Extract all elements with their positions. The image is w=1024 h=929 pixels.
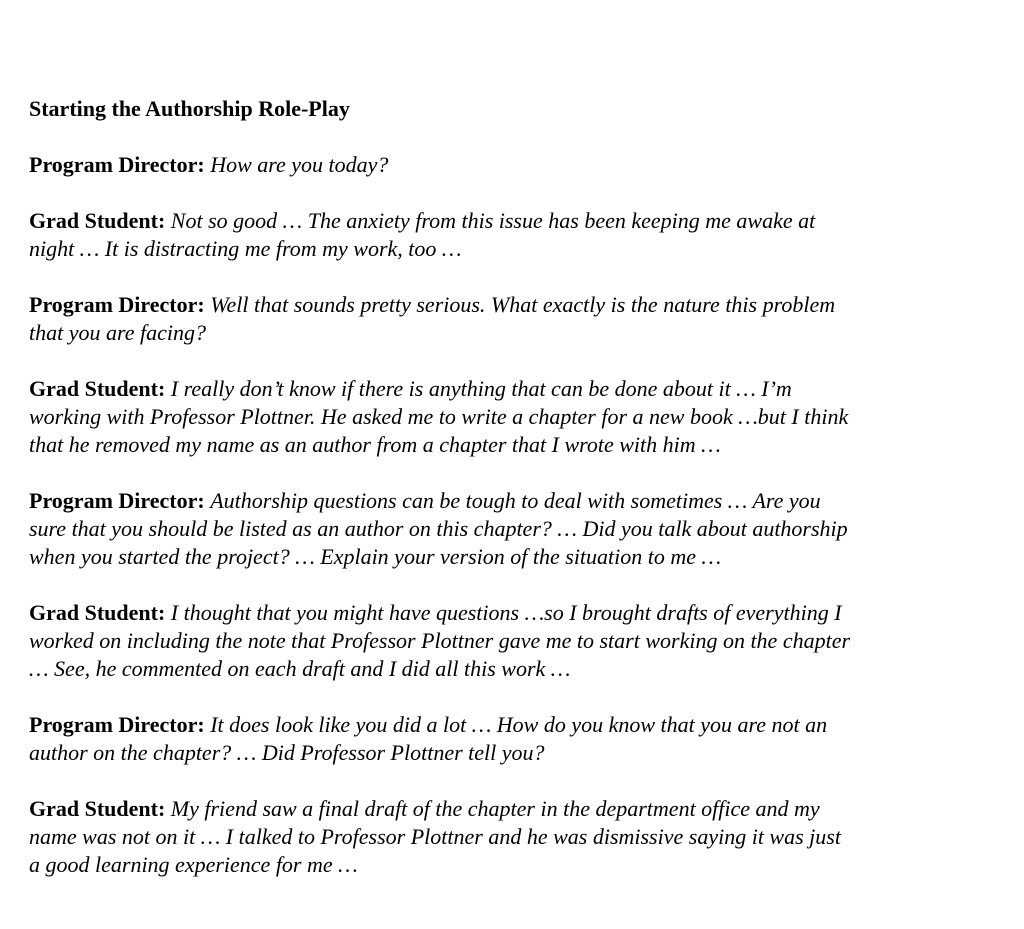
speaker-label: Grad Student:	[29, 376, 166, 401]
document-title: Starting the Authorship Role-Play	[29, 96, 350, 121]
speech-line: when you started the project? … Explain your version of the situation to me …	[29, 544, 722, 569]
document-page	[29, 95, 989, 907]
speech-line: working with Professor Plottner. He asked me to write a chapter for a new book …but I think	[29, 404, 849, 429]
speaker-label: Grad Student:	[29, 208, 166, 233]
speech-line: sure that you should be listed as an author on this chapter? … Did you talk about authorship	[29, 516, 848, 541]
speaker-label: Program Director:	[29, 292, 205, 317]
speech-line: My friend saw a final draft of the chapter in the department office and my	[170, 796, 820, 821]
speech-line: that he removed my name as an author from a chapter that I wrote with him …	[29, 432, 721, 457]
speaker-label: Grad Student:	[29, 600, 166, 625]
speaker-label: Program Director:	[29, 712, 205, 737]
dialogue-turn	[29, 599, 989, 683]
dialogue-turn	[29, 795, 989, 879]
speech-line: a good learning experience for me …	[29, 852, 358, 877]
dialogue-turn	[29, 375, 989, 459]
dialogue-turn	[29, 291, 989, 347]
speaker-label: Program Director:	[29, 488, 205, 513]
speech-line: I really don’t know if there is anything that can be done about it … I’m	[170, 376, 792, 401]
dialogue-turn	[29, 711, 989, 767]
dialogue-turn	[29, 487, 989, 571]
speech-line: Authorship questions can be tough to deal with sometimes … Are you	[210, 488, 821, 513]
speech-line: Not so good … The anxiety from this issue has been keeping me awake at	[170, 208, 816, 233]
speech-line: night … It is distracting me from my work, too …	[29, 236, 462, 261]
speech-line: author on the chapter? … Did Professor Plottner tell you?	[29, 740, 545, 765]
dialogue-turn	[29, 207, 989, 263]
speech-line: It does look like you did a lot … How do you know that you are not an	[210, 712, 828, 737]
speech-line: worked on including the note that Professor Plottner gave me to start working on the chapter	[29, 628, 851, 653]
speech-line: that you are facing?	[29, 320, 206, 345]
speech-line: Well that sounds pretty serious. What exactly is the nature this problem	[210, 292, 836, 317]
speech-line: How are you today?	[210, 152, 389, 177]
speaker-label: Grad Student:	[29, 796, 166, 821]
speech-line: name was not on it … I talked to Professor Plottner and he was dismissive saying it was just	[29, 824, 841, 849]
speech-line: … See, he commented on each draft and I did all this work …	[29, 656, 571, 681]
speaker-label: Program Director:	[29, 152, 205, 177]
dialogue-turn	[29, 151, 989, 179]
speech-line: I thought that you might have questions …so I brought drafts of everything I	[170, 600, 842, 625]
